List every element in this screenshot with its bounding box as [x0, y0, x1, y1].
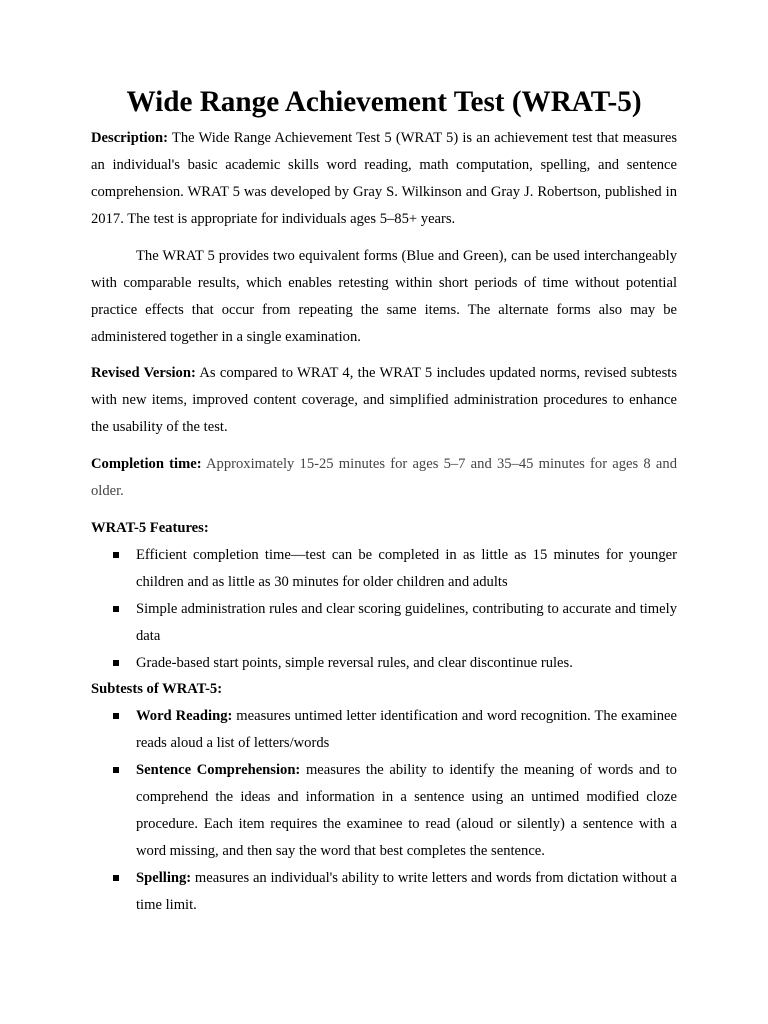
completion-label: Completion time:: [91, 456, 202, 472]
bullet-icon: [113, 606, 119, 612]
description-text: The Wide Range Achievement Test 5 (WRAT 5) is an achievement test that measures an individual's basic academic skills word reading, math computation, spelling, and sentence comprehension. WRAT 5 was developed by Gray S. Wilkinson and Gray J. Robertson, published in 2017. The test is appropriate for individuals ages 5–85+ years.: [91, 130, 677, 227]
bullet-icon: [113, 552, 119, 558]
subtest-text: measures untimed letter identification and word recognition. The examinee reads aloud a list of letters/words: [136, 708, 677, 751]
bullet-icon: [113, 660, 119, 666]
bullet-icon: [113, 767, 119, 773]
list-item-text: Efficient completion time—test can be completed in as little as 15 minutes for younger children and as little as 30 minutes for older children and adults: [136, 547, 677, 590]
subtest-text: measures the ability to identify the meaning of words and to comprehend the ideas and information in a sentence using an untimed modified cloze procedure. Each item requires the examinee to read (aloud or silently) a sentence with a word missing, and then say the word that best completes the sentence.: [136, 762, 677, 859]
revised-label: Revised Version:: [91, 365, 196, 381]
revised-version-paragraph: [91, 360, 677, 441]
list-item: [91, 703, 677, 757]
list-item: [91, 865, 677, 919]
list-item: [91, 650, 677, 677]
list-item: [91, 596, 677, 650]
completion-text: Approximately 15-25 minutes for ages 5–7 and 35–45 minutes for ages 8 and older.: [91, 456, 677, 499]
subtest-label: Spelling:: [136, 870, 192, 886]
list-item: [91, 757, 677, 865]
description-paragraph: [91, 125, 677, 233]
description-label: Description:: [91, 130, 169, 146]
subtests-heading: Subtests of WRAT-5:: [91, 681, 223, 697]
subtest-text: measures an individual's ability to write letters and words from dictation without a time limit.: [136, 870, 677, 913]
features-list: [91, 542, 677, 677]
subtests-list: [91, 703, 677, 919]
list-item-text: Simple administration rules and clear scoring guidelines, contributing to accurate and timely data: [136, 601, 677, 644]
forms-paragraph: The WRAT 5 provides two equivalent forms (Blue and Green), can be used interchangeably with comparable results, which enables retesting within short periods of time without potential practice effects that occur from repeating the same items. The alternate forms also may be administered together in a single examination.: [91, 248, 677, 345]
bullet-icon: [113, 875, 119, 881]
bullet-icon: [113, 713, 119, 719]
list-item: [91, 542, 677, 596]
revised-text: As compared to WRAT 4, the WRAT 5 includes updated norms, revised subtests with new items, improved content coverage, and simplified administration procedures to enhance the usability of the test.: [91, 365, 677, 435]
subtest-label: Word Reading:: [136, 708, 233, 724]
document-title: Wide Range Achievement Test (WRAT-5): [126, 86, 642, 118]
completion-time-paragraph: [91, 451, 677, 505]
subtest-label: Sentence Comprehension:: [136, 762, 301, 778]
features-heading: WRAT-5 Features:: [91, 520, 209, 536]
list-item-text: Grade-based start points, simple reversal rules, and clear discontinue rules.: [136, 655, 573, 671]
